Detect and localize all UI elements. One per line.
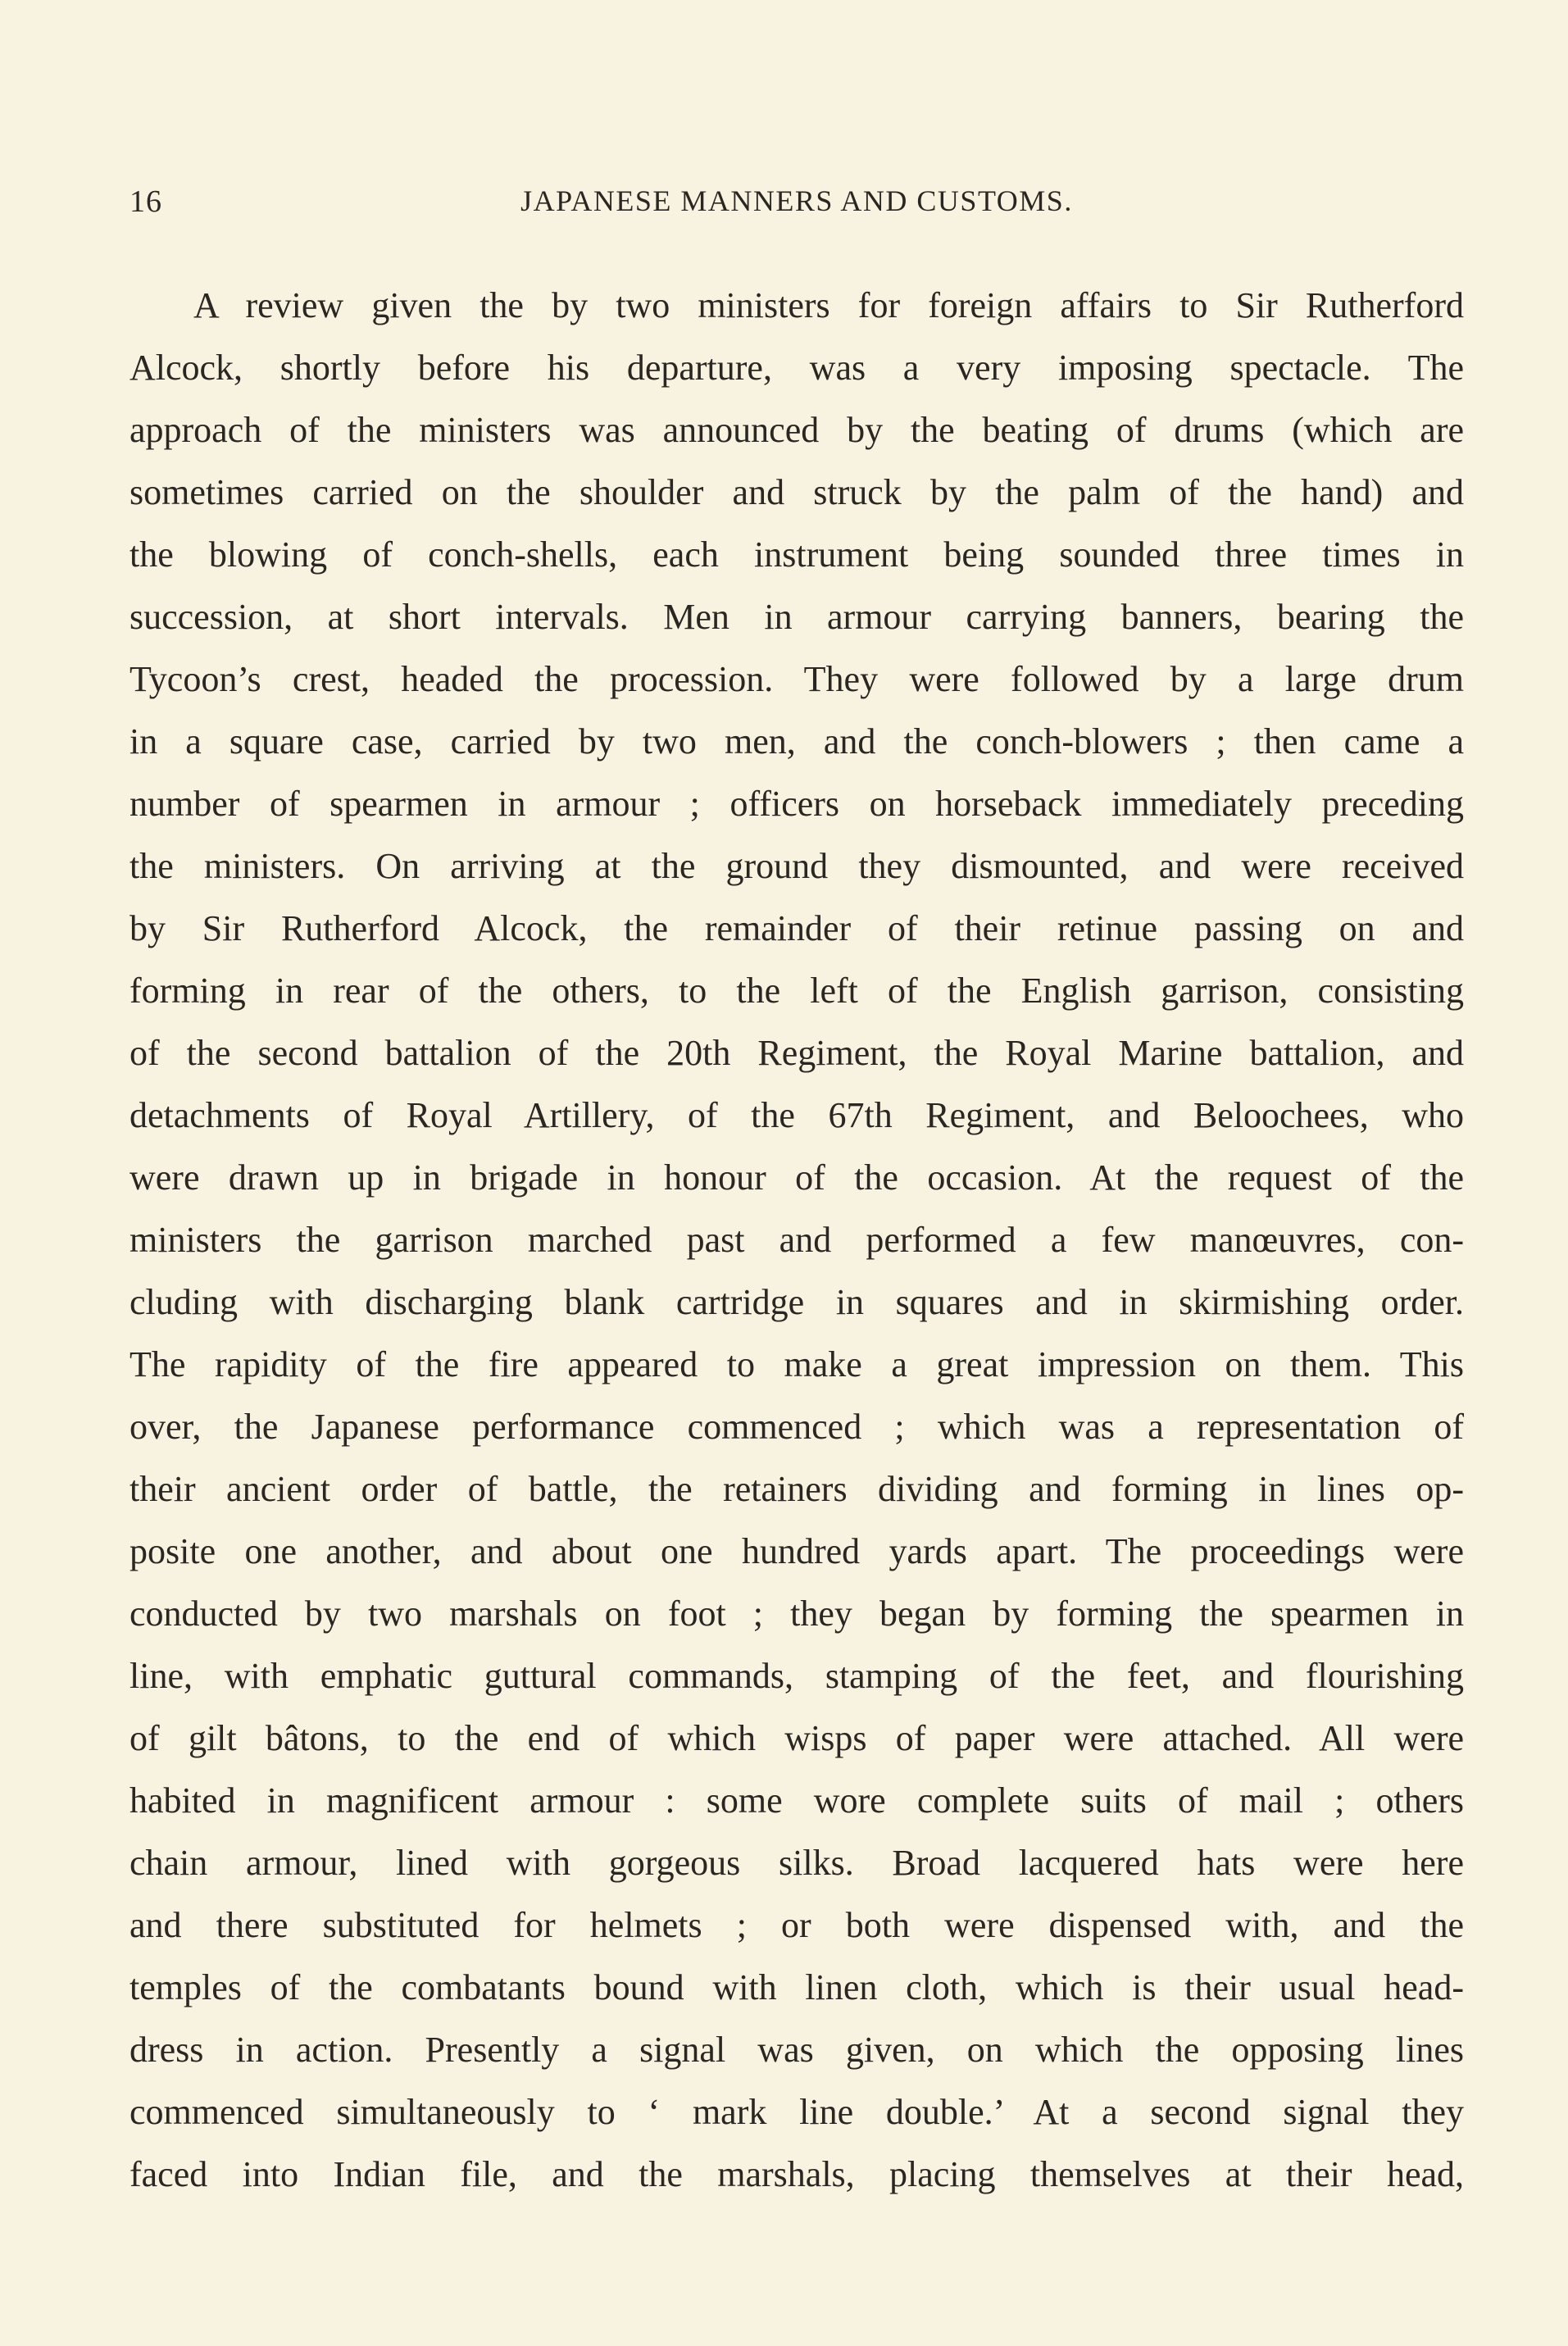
text-line: in a square case, carried by two men, and the conch-blowers ; then came a (130, 721, 1464, 762)
text-line: ministers the garrison marched past and performed a few manœuvres, con- (130, 1220, 1464, 1260)
text-line: the ministers. On arriving at the ground they dismounted, and were received (130, 846, 1464, 886)
text-line: commenced simultaneously to ‘ mark line double.’ At a second signal they (130, 2092, 1464, 2132)
text-line: detachments of Royal Artillery, of the 67th Regiment, and Beloochees, who (130, 1095, 1464, 1135)
text-line: line, with emphatic guttural commands, stamping of the feet, and flourishing (130, 1656, 1464, 1696)
page-number: 16 (130, 184, 162, 219)
text-line: conducted by two marshals on foot ; they began by forming the spearmen in (130, 1594, 1464, 1634)
text-line: their ancient order of battle, the retainers dividing and forming in lines op- (130, 1469, 1464, 1509)
text-line: habited in magnificent armour : some wore complete suits of mail ; others (130, 1780, 1464, 1821)
text-line: the blowing of conch-shells, each instrument being sounded three times in (130, 534, 1464, 575)
text-line: dress in action. Presently a signal was given, on which the opposing lines (130, 2030, 1464, 2070)
text-line: The rapidity of the fire appeared to make a great impression on them. This (130, 1344, 1464, 1384)
running-title: JAPANESE MANNERS AND CUSTOMS. (520, 184, 1073, 217)
text-line: Tycoon’s crest, headed the procession. They were followed by a large drum (130, 659, 1464, 699)
text-line: of gilt bâtons, to the end of which wisps of paper were attached. All were (130, 1718, 1464, 1758)
body-paragraph (130, 275, 1464, 2206)
text-line: over, the Japanese performance commenced ; which was a representation of (130, 1407, 1464, 1447)
text-line: number of spearmen in armour ; officers on horseback immediately preceding (130, 784, 1464, 824)
text-line: forming in rear of the others, to the left of the English garrison, consisting (130, 971, 1464, 1011)
text-line: A review given the by two ministers for foreign affairs to Sir Rutherford (193, 285, 1464, 325)
text-line: chain armour, lined with gorgeous silks. Broad lacquered hats were here (130, 1843, 1464, 1883)
text-line: of the second battalion of the 20th Regiment, the Royal Marine battalion, and (130, 1033, 1464, 1073)
running-head (130, 184, 1464, 233)
text-line: Alcock, shortly before his departure, was a very imposing spectacle. The (130, 348, 1464, 388)
text-line: approach of the ministers was announced by the beating of drums (which are (130, 410, 1464, 450)
text-line: sometimes carried on the shoulder and struck by the palm of the hand) and (130, 472, 1464, 512)
text-line: faced into Indian file, and the marshals, placing themselves at their head, (130, 2154, 1464, 2194)
text-line: by Sir Rutherford Alcock, the remainder of their retinue passing on and (130, 908, 1464, 948)
text-line: cluding with discharging blank cartridge in squares and in skirmishing order. (130, 1282, 1464, 1322)
text-line: succession, at short intervals. Men in armour carrying banners, bearing the (130, 597, 1464, 637)
text-line: temples of the combatants bound with linen cloth, which is their usual head- (130, 1967, 1464, 2007)
text-line: and there substituted for helmets ; or both were dispensed with, and the (130, 1905, 1464, 1945)
text-line: were drawn up in brigade in honour of the occasion. At the request of the (130, 1157, 1464, 1198)
text-line: posite one another, and about one hundred yards apart. The proceedings were (130, 1531, 1464, 1571)
